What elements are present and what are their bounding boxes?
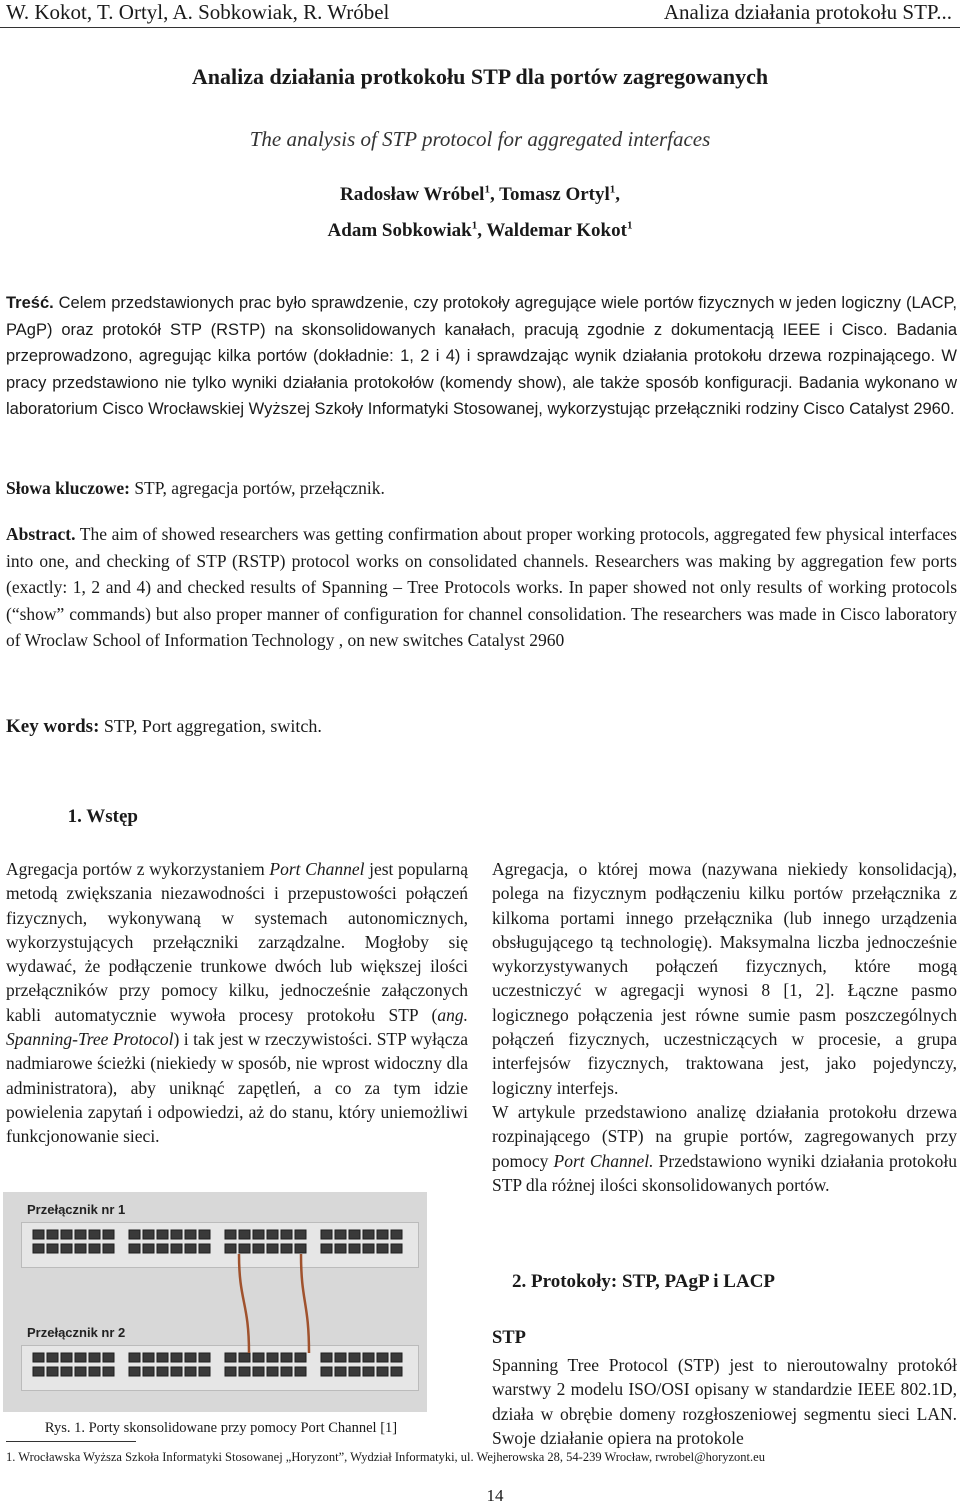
switch-port: [253, 1244, 264, 1253]
switch-port: [129, 1367, 140, 1376]
intro-italic-term: ang. Spanning-Tree Protocol: [6, 1004, 468, 1050]
switch-port: [103, 1367, 114, 1376]
switch-port: [295, 1244, 306, 1253]
switch-port: [391, 1367, 402, 1376]
switch-port: [267, 1244, 278, 1253]
slowa-text: STP, agregacja portów, przełącznik.: [129, 478, 385, 498]
switch-port: [61, 1367, 72, 1376]
switch-1-label: Przełącznik nr 1: [27, 1202, 126, 1217]
authors-line-2: [0, 220, 960, 242]
stp-paragraph: Spanning Tree Protocol (STP) jest to nieroutowalny protokół warstwy 2 modelu ISO/OSI opisany w standardzie IEEE 802.1D, działa w obrębie domeny rozgłoszeniowej segmentu sieci LAN. Swoje działanie opiera na protokole: [492, 1355, 957, 1448]
switch-port: [157, 1353, 168, 1362]
abstract-text: The aim of showed researchers was getting confirmation about proper working protocols, aggregated few physical interfaces into one, and checking of STP (RSTP) protocol works on consolidated channels. Researchers was making by aggregation few ports (exactly: 1, 2 and 4) and checked results of Spanning – Tree Protocols works. In paper showed not only results of working protocols (“show” commands) but also proper manner of configuration for channel consolidation. The researchers was made in Cisco laboratory of Wroclaw School of Information Technology , on new switches Catalyst 2960: [6, 524, 957, 650]
key-words-text: STP, Port aggregation, switch.: [99, 716, 322, 736]
switch-port: [335, 1353, 346, 1362]
intro-right-paragraph-1: Agregacja, o której mowa (nazywana niekiedy konsolidacją), polega na fizycznym podłączeniu kilku portów przełącznika z kilkoma portami innego przełącznika (lub innego urządzenia obsługującego tą technologię). Maksymalna liczba jednocześnie wykorzystywanych połączeń fizycznych, które mogą uczestniczyć w agregacji wynosi 8 [1, 2]. Łączne pasmo logicznego połączenia jest równe sumie pasm poszczególnych połączeń fizycznych, uczestniczących w procesie, a grupa interfejsów fizycznych, traktowana jest, jako pojedynczy, logiczny interfejs.: [492, 859, 957, 1098]
switch-port: [199, 1244, 210, 1253]
switch-port: [33, 1244, 44, 1253]
running-header-title: Analiza działania protokołu STP...: [663, 0, 952, 24]
intro-text: ) i tak jest w rzeczywistości. STP wyłącza nadmiarowe ścieżki (niekiedy w sposób, nie wprost widoczny dla administratora), aby uniknąć zapętleń, a co za tym idzie powielenia zapytań i odpowiedzi, aż do stanu, który uniemożliwi funkcjonowanie sieci.: [6, 1029, 468, 1147]
switch-port: [349, 1230, 360, 1239]
switch-port: [33, 1353, 44, 1362]
switch-port: [103, 1353, 114, 1362]
author-affiliation-sup: 1: [609, 183, 616, 196]
switch-port: [225, 1230, 236, 1239]
switch-port: [61, 1230, 72, 1239]
switch-port: [33, 1230, 44, 1239]
switch-port: [89, 1353, 100, 1362]
switch-port: [47, 1367, 58, 1376]
switch-port: [47, 1353, 58, 1362]
switch-port: [185, 1367, 196, 1376]
switch-1-ports: [33, 1230, 402, 1253]
switch-port: [157, 1367, 168, 1376]
key-words-label: Key words:: [6, 716, 100, 737]
author-separator: ,: [489, 184, 500, 205]
switch-port: [391, 1353, 402, 1362]
switch-port: [349, 1353, 360, 1362]
switch-port: [103, 1230, 114, 1239]
switch-port: [335, 1244, 346, 1253]
switch-port: [157, 1244, 168, 1253]
intro-text: W artykule przedstawiono analizę działania protokołu drzewa rozpinającego (STP) na grupie portów, zagregowanych przy pomocy: [492, 1101, 957, 1171]
switch-port: [225, 1367, 236, 1376]
footnote-rule: [6, 1441, 136, 1442]
switch-2-label: Przełącznik nr 2: [27, 1325, 126, 1340]
switch-port: [363, 1230, 374, 1239]
switch-port: [33, 1367, 44, 1376]
switch-port: [185, 1230, 196, 1239]
aggregated-cable: [239, 1254, 249, 1353]
switch-port: [157, 1230, 168, 1239]
section-2-heading: 2. Protokoły: STP, PAgP i LACP: [512, 1271, 776, 1292]
switch-port: [295, 1230, 306, 1239]
author-name: Waldemar Kokot: [486, 220, 627, 241]
switch-port: [225, 1353, 236, 1362]
running-header-authors: W. Kokot, T. Ortyl, A. Sobkowiak, R. Wróbel: [6, 0, 390, 24]
switch-port: [295, 1353, 306, 1362]
switch-port: [239, 1230, 250, 1239]
switch-port: [89, 1367, 100, 1376]
author-affiliation-sup: 1: [626, 219, 633, 232]
switch-port: [377, 1244, 388, 1253]
switch-port: [281, 1367, 292, 1376]
switch-port: [335, 1230, 346, 1239]
switch-port: [199, 1230, 210, 1239]
switch-port: [47, 1244, 58, 1253]
author-name: Radosław Wróbel: [339, 184, 485, 205]
switch-port: [281, 1230, 292, 1239]
switch-port: [129, 1353, 140, 1362]
aggregated-cable: [301, 1254, 309, 1353]
tresc-text: Celem przedstawionych prac było sprawdzenie, czy protokoły agregujące wiele portów fizycznych w jeden logiczny (LACP, PAgP) oraz protokół STP (RSTP) na skonsolidowanych kanałach, pracują zgodnie z dokumentacją IEEE i Cisco. Badania przeprowadzono, agregując kilka portów (dokładnie: 1, 2 i 4) i sprawdzając wynik działania protokołu drzewa rozpinającego. W pracy przedstawiono nie tylko wyniki działania protokołów (komendy show), ale także sposób konfiguracji. Badania wykonano w laboratorium Cisco Wrocławskiej Wyższej Szkoły Informatyki Stosowanej, wykorzystując przełączniki rodziny Cisco Catalyst 2960.: [6, 294, 957, 418]
switch-port: [253, 1230, 264, 1239]
author-affiliation-sup: 1: [471, 219, 478, 232]
tresc-label: Treść.: [6, 294, 54, 312]
slowa-label: Słowa kluczowe:: [6, 478, 130, 498]
abstract-label: Abstract.: [6, 524, 76, 544]
author-affiliation-sup: 1: [484, 183, 490, 196]
switch-port: [75, 1353, 86, 1362]
switch-port: [377, 1353, 388, 1362]
switch-port: [391, 1230, 402, 1239]
intro-text: jest popularną metodą zwiększania niezawodności i przepustowości połączeń fizycznych, wykonywaną w systemach autonomicznych, wykorzystujących przełączniki zarządzalne. Mogłoby się wydawać, że podłączenie trunkowe dwóch lub większej ilości przełączników przy pomocy kilku, jednocześnie załączonych kabli automatycznie wywoła procesy protokołu STP (: [6, 859, 468, 1025]
intro-italic-term: Port Channel: [269, 859, 365, 879]
author-separator: ,: [477, 220, 487, 241]
author-separator: ,: [615, 184, 621, 205]
switch-port: [89, 1230, 100, 1239]
switch-port: [47, 1230, 58, 1239]
switch-port: [363, 1353, 374, 1362]
switch-port: [281, 1244, 292, 1253]
intro-right-column: [492, 857, 957, 1197]
intro-text: Przedstawiono wyniki działania protokołu STP dla różnej ilości skonsolidowanych portów.: [492, 1150, 957, 1195]
switch-port: [363, 1244, 374, 1253]
figure-port-channel: [3, 1192, 427, 1412]
section-1-heading: 1. Wstęp: [67, 806, 138, 827]
switch-port: [321, 1367, 332, 1376]
switch-port: [89, 1244, 100, 1253]
author-name: Adam Sobkowiak: [327, 220, 472, 241]
intro-left-column: [6, 857, 468, 1149]
switch-port: [363, 1367, 374, 1376]
switch-port: [391, 1244, 402, 1253]
switch-port: [239, 1367, 250, 1376]
switch-port: [61, 1244, 72, 1253]
intro-right-paragraph-2: [492, 1100, 957, 1197]
author-name: Tomasz Ortyl: [499, 184, 610, 205]
switch-port: [143, 1353, 154, 1362]
switch-port: [185, 1353, 196, 1362]
switch-port: [75, 1367, 86, 1376]
figure-caption: Rys. 1. Porty skonsolidowane przy pomocy Port Channel [1]: [44, 1420, 398, 1436]
key-words: [6, 713, 957, 741]
switch-port: [199, 1367, 210, 1376]
switch-port: [281, 1353, 292, 1362]
switch-port: [75, 1230, 86, 1239]
switch-2-ports: [33, 1353, 402, 1376]
switch-port: [335, 1367, 346, 1376]
switch-port: [75, 1244, 86, 1253]
switch-port: [199, 1353, 210, 1362]
switch-port: [61, 1353, 72, 1362]
intro-text: Agregacja portów z wykorzystaniem: [6, 859, 270, 879]
slowa-kluczowe: [6, 475, 957, 502]
switch-port: [321, 1353, 332, 1362]
switch-port: [253, 1367, 264, 1376]
intro-italic-term: Port Channel.: [553, 1150, 654, 1171]
switch-port: [239, 1353, 250, 1362]
paper-subtitle: The analysis of STP protocol for aggregated interfaces: [249, 127, 711, 151]
switch-port: [143, 1367, 154, 1376]
cable-links-diagram: [3, 1192, 427, 1412]
switch-port: [377, 1367, 388, 1376]
switch-port: [377, 1230, 388, 1239]
switch-port: [185, 1244, 196, 1253]
affiliation-footnote: 1. Wrocławska Wyższa Szkoła Informatyki Stosowanej „Horyzont”, Wydział Informatyki, ul. Wejherowska 28, 54-239 Wrocław, rwrobel@horyzont.eu: [6, 1450, 765, 1464]
switch-port: [267, 1367, 278, 1376]
switch-port: [321, 1230, 332, 1239]
switch-port: [253, 1353, 264, 1362]
switch-port: [171, 1230, 182, 1239]
switch-port: [225, 1244, 236, 1253]
paper-title: Analiza działania protkokołu STP dla portów zagregowanych: [191, 64, 769, 89]
switch-port: [239, 1244, 250, 1253]
switch-port: [267, 1230, 278, 1239]
authors-line-1: [0, 184, 960, 206]
switch-port: [171, 1244, 182, 1253]
aggregated-cables: [239, 1254, 309, 1353]
switch-port: [321, 1244, 332, 1253]
switch-port: [143, 1230, 154, 1239]
abstract-paragraph: [6, 521, 957, 654]
switch-port: [295, 1367, 306, 1376]
switch-port: [103, 1244, 114, 1253]
switch-port: [143, 1244, 154, 1253]
tresc-paragraph: [6, 290, 957, 423]
switch-port: [349, 1244, 360, 1253]
switch-port: [349, 1367, 360, 1376]
header-rule: [0, 27, 960, 28]
switch-port: [129, 1244, 140, 1253]
switch-port: [129, 1230, 140, 1239]
stp-subheading: STP: [492, 1328, 526, 1348]
page-number: 14: [486, 1486, 504, 1505]
switch-port: [267, 1353, 278, 1362]
switch-port: [171, 1353, 182, 1362]
switch-port: [171, 1367, 182, 1376]
